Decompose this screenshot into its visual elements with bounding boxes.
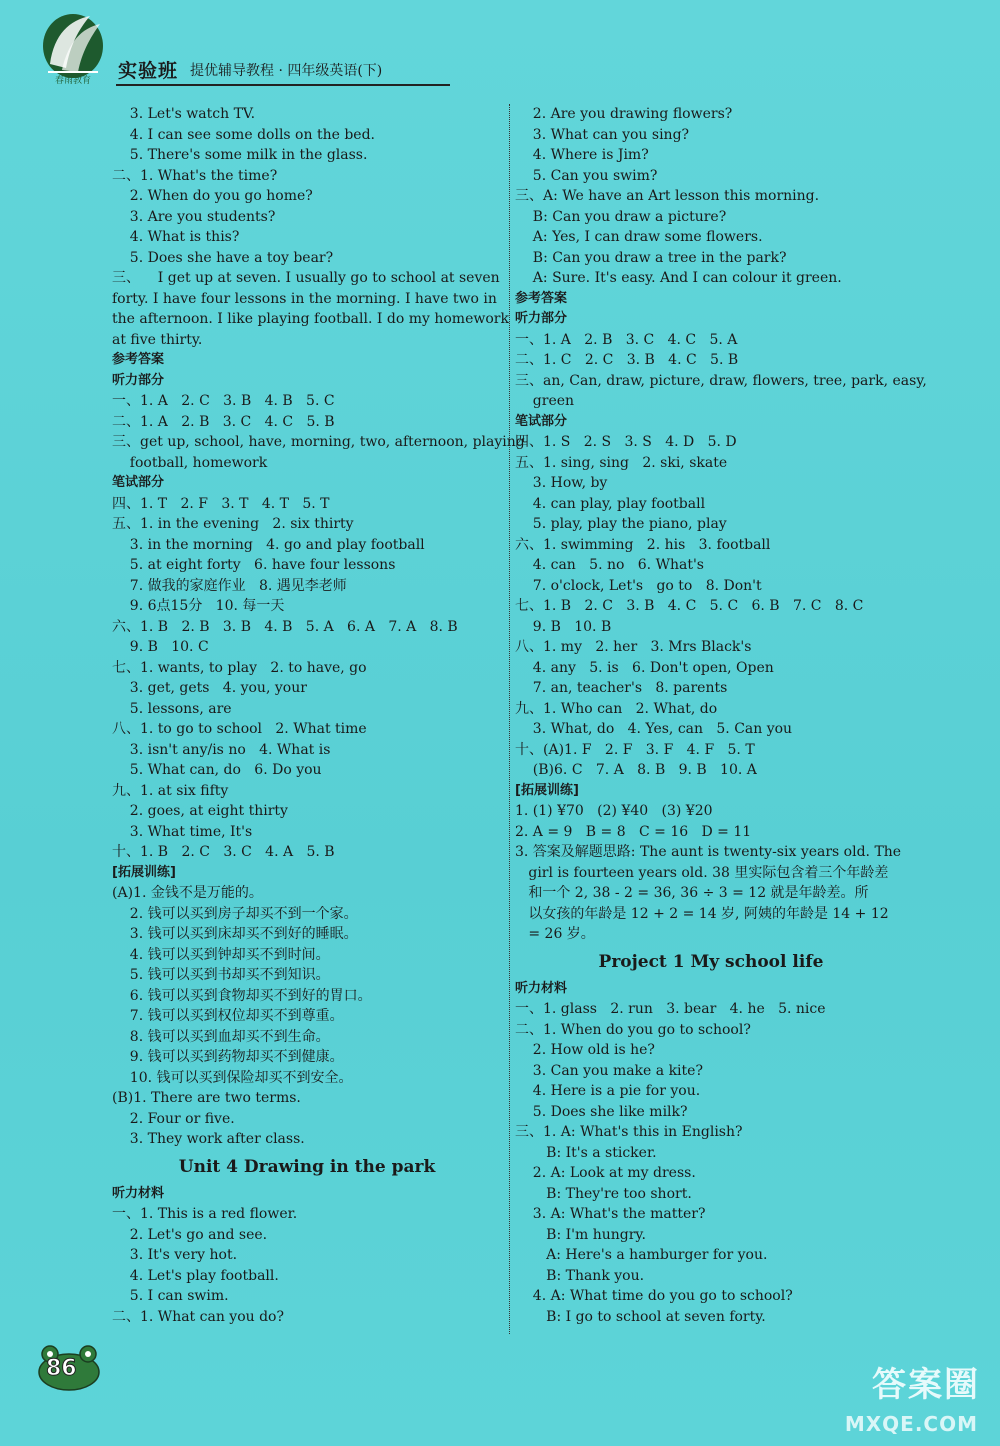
text-line: 2. How old is he?	[515, 1042, 655, 1058]
text-line: 2. A = 9 B = 8 C = 16 D = 11	[515, 823, 752, 840]
text-line: B: I go to school at seven forty.	[515, 1308, 766, 1325]
text-line: 4. can play, play football	[515, 495, 706, 512]
text-line: 5. Does she like milk?	[515, 1103, 688, 1120]
text-line: 3. Are you students?	[112, 208, 276, 225]
text-line: 三、1. A: What's this in English?	[515, 1124, 743, 1140]
text-line: 六、1. B 2. B 3. B 4. B 5. A 6. A 7. A 8. B	[112, 618, 458, 635]
text-line: 四、1. T 2. F 3. T 4. T 5. T	[112, 495, 330, 512]
text-line: B: Can you draw a picture?	[515, 208, 727, 225]
page-number-badge	[32, 1342, 106, 1394]
text-line: girl is fourteen years old. 38 里实际包含着三个年龄差	[515, 864, 889, 881]
text-line: 二、1. When do you go to school?	[515, 1021, 751, 1038]
brand-title: 实验班	[118, 60, 179, 82]
text-line: 4. What is this?	[112, 229, 240, 245]
text-line: 7. o'clock, Let's go to 8. Don't	[515, 577, 762, 594]
text-line: (B)1. There are two terms.	[112, 1090, 301, 1106]
text-line: 八、1. my 2. her 3. Mrs Black's	[515, 639, 752, 655]
section-heading: 参考答案	[515, 290, 568, 306]
text-line: B: I'm hungry.	[515, 1226, 646, 1243]
text-line: 5. What can, do 6. Do you	[112, 762, 322, 778]
text-line: 五、1. in the evening 2. six thirty	[112, 516, 354, 532]
text-line: 二、1. C 2. C 3. B 4. C 5. B	[515, 352, 739, 368]
text-line: forty. I have four lessons in the morning. I have two in	[112, 290, 497, 307]
book-subtitle: 提优辅导教程 · 四年级英语(下)	[190, 63, 383, 79]
section-heading: 听力材料	[515, 980, 568, 996]
text-line: 一、1. This is a red flower.	[112, 1206, 298, 1222]
column-divider	[509, 104, 510, 1334]
text-line: 5. at eight forty 6. have four lessons	[112, 557, 396, 573]
text-line: 2. Are you drawing flowers?	[515, 106, 733, 122]
section-heading: [拓展训练]	[112, 864, 176, 880]
text-line: 1. (1) ¥70 (2) ¥40 (3) ¥20	[515, 803, 713, 819]
section-heading: 听力部分	[515, 311, 568, 326]
logo-text: 春雨教育	[54, 76, 92, 86]
text-line: 9. B 10. C	[112, 639, 209, 655]
text-line: 3. 答案及解题思路: The aunt is twenty-six years old. The	[515, 844, 902, 860]
text-line: 8. 钱可以买到血却买不到生命。	[112, 1028, 330, 1045]
text-line: 六、1. swimming 2. his 3. football	[515, 536, 771, 553]
section-heading: 听力部分	[112, 372, 165, 388]
watermark-cn: 答案圈	[872, 1365, 980, 1405]
text-line: 4. 钱可以买到钟却买不到时间。	[112, 946, 330, 963]
section-heading: 参考答案	[112, 352, 165, 367]
text-line: 二、1. What can you do?	[112, 1308, 284, 1325]
text-line: 2. 钱可以买到房子却买不到一个家。	[112, 905, 358, 922]
text-line: 一、1. A 2. C 3. B 4. B 5. C	[112, 393, 335, 409]
text-line: 3. Let's watch TV.	[112, 106, 256, 122]
text-line: 3. What time, It's	[112, 823, 253, 840]
text-line: 一、1. A 2. B 3. C 4. C 5. A	[515, 331, 738, 348]
text-line: 9. 钱可以买到药物却买不到健康。	[112, 1049, 344, 1065]
text-line: 二、1. A 2. B 3. C 4. C 5. B	[112, 413, 335, 430]
project-title: Project 1 My school life	[598, 951, 824, 972]
text-line: B: It's a sticker.	[515, 1144, 657, 1161]
leaf-logo-icon	[40, 12, 106, 86]
text-line: 和一个 2, 38 - 2 = 36, 36 ÷ 3 = 12 就是年龄差。所	[515, 885, 869, 901]
text-line: A: Here's a hamburger for you.	[515, 1247, 768, 1263]
section-heading: 笔试部分	[112, 475, 165, 490]
right-column	[515, 104, 927, 1327]
text-line: 5. lessons, are	[112, 700, 232, 717]
text-line: green	[515, 393, 575, 409]
text-line: 3. What, do 4. Yes, can 5. Can you	[515, 721, 793, 737]
text-line: 三、get up, school, have, morning, two, afternoon, playing	[112, 434, 525, 450]
text-line: at five thirty.	[112, 331, 203, 348]
text-line: 4. Where is Jim?	[515, 147, 649, 163]
page-number: 86	[46, 1356, 77, 1381]
text-line: 九、1. Who can 2. What, do	[515, 700, 718, 717]
text-line: 二、1. What's the time?	[112, 167, 278, 184]
text-line: 3. in the morning 4. go and play football	[112, 536, 425, 553]
text-line: 5. Does she have a toy bear?	[112, 249, 334, 266]
watermark-url: MXQE.COM	[844, 1412, 978, 1436]
text-line: 七、1. B 2. C 3. B 4. C 5. C 6. B 7. C 8. C	[515, 598, 864, 614]
text-line: 10. 钱可以买到保险却买不到安全。	[112, 1069, 353, 1086]
text-line: football, homework	[112, 454, 268, 471]
text-line: 9. B 10. B	[515, 618, 612, 635]
text-line: 4. A: What time do you go to school?	[515, 1288, 793, 1304]
text-line: 3. How, by	[515, 475, 608, 491]
text-line: 2. When do you go home?	[112, 188, 313, 204]
watermark	[792, 1354, 992, 1440]
text-line: 9. 6点15分 10. 每一天	[112, 598, 285, 614]
text-line: 4. I can see some dolls on the bed.	[112, 126, 375, 143]
text-line: (B)6. C 7. A 8. B 9. B 10. A	[515, 762, 757, 778]
text-line: 5. I can swim.	[112, 1288, 229, 1304]
section-heading: 笔试部分	[515, 413, 568, 429]
text-line: 九、1. at six fifty	[112, 782, 229, 799]
left-column	[112, 104, 525, 1327]
text-line: 三、an, Can, draw, picture, draw, flowers, tree, park, easy,	[515, 372, 927, 389]
text-line: 4. Here is a pie for you.	[515, 1083, 701, 1099]
text-line: 3. They work after class.	[112, 1131, 305, 1147]
section-heading: [拓展训练]	[515, 782, 579, 798]
text-line: 3. 钱可以买到床却买不到好的睡眠。	[112, 926, 358, 942]
text-line: A: Yes, I can draw some flowers.	[515, 229, 763, 245]
text-line: 2. goes, at eight thirty	[112, 803, 288, 819]
text-line: (A)1. 金钱不是万能的。	[112, 885, 263, 901]
text-line: the afternoon. I like playing football. I do my homework	[112, 311, 509, 327]
section-heading: 听力材料	[112, 1185, 165, 1201]
text-line: 2. Four or five.	[112, 1110, 235, 1127]
text-line: 三、A: We have an Art lesson this morning.	[515, 188, 820, 204]
text-line: 7. 钱可以买到权位却买不到尊重。	[112, 1008, 344, 1024]
text-line: A: Sure. It's easy. And I can colour it green.	[515, 270, 842, 286]
text-line: 3. A: What's the matter?	[515, 1206, 706, 1222]
text-line: 7. 做我的家庭作业 8. 遇见李老师	[112, 577, 347, 594]
text-line: 4. can 5. no 6. What's	[515, 557, 704, 573]
text-line: 3. What can you sing?	[515, 126, 690, 143]
text-line: 5. There's some milk in the glass.	[112, 147, 368, 163]
text-line: = 26 岁。	[515, 926, 595, 942]
text-line: 五、1. sing, sing 2. ski, skate	[515, 454, 728, 471]
text-line: 2. Let's go and see.	[112, 1226, 268, 1243]
text-line: 一、1. glass 2. run 3. bear 4. he 5. nice	[515, 1001, 826, 1017]
text-line: 十、(A)1. F 2. F 3. F 4. F 5. T	[515, 741, 755, 758]
text-line: 3. Can you make a kite?	[515, 1062, 703, 1079]
header-rule	[116, 84, 450, 86]
text-line: B: Thank you.	[515, 1267, 645, 1284]
text-line: 5. 钱可以买到书却买不到知识。	[112, 967, 330, 983]
header	[40, 12, 460, 92]
text-line: 3. get, gets 4. you, your	[112, 680, 307, 696]
text-line: 四、1. S 2. S 3. S 4. D 5. D	[515, 434, 737, 450]
unit-title: Unit 4 Drawing in the park	[178, 1156, 436, 1177]
text-line: 2. A: Look at my dress.	[515, 1165, 696, 1181]
text-line: 十、1. B 2. C 3. C 4. A 5. B	[112, 844, 335, 860]
text-line: 4. Let's play football.	[112, 1267, 279, 1284]
text-line: 三、 I get up at seven. I usually go to school at seven	[112, 270, 500, 286]
text-line: 7. an, teacher's 8. parents	[515, 680, 728, 696]
text-line: 5. play, play the piano, play	[515, 516, 727, 532]
text-line: 3. It's very hot.	[112, 1247, 238, 1263]
text-line: B: Can you draw a tree in the park?	[515, 249, 787, 266]
text-line: 七、1. wants, to play 2. to have, go	[112, 659, 367, 676]
text-line: 以女孩的年龄是 12 + 2 = 14 岁, 阿姨的年龄是 14 + 12	[515, 905, 889, 922]
text-line: B: They're too short.	[515, 1185, 692, 1202]
text-line: 6. 钱可以买到食物却买不到好的胃口。	[112, 987, 372, 1004]
text-line: 4. any 5. is 6. Don't open, Open	[515, 659, 774, 676]
text-line: 5. Can you swim?	[515, 167, 658, 184]
text-line: 八、1. to go to school 2. What time	[112, 721, 367, 737]
text-line: 3. isn't any/is no 4. What is	[112, 741, 331, 758]
